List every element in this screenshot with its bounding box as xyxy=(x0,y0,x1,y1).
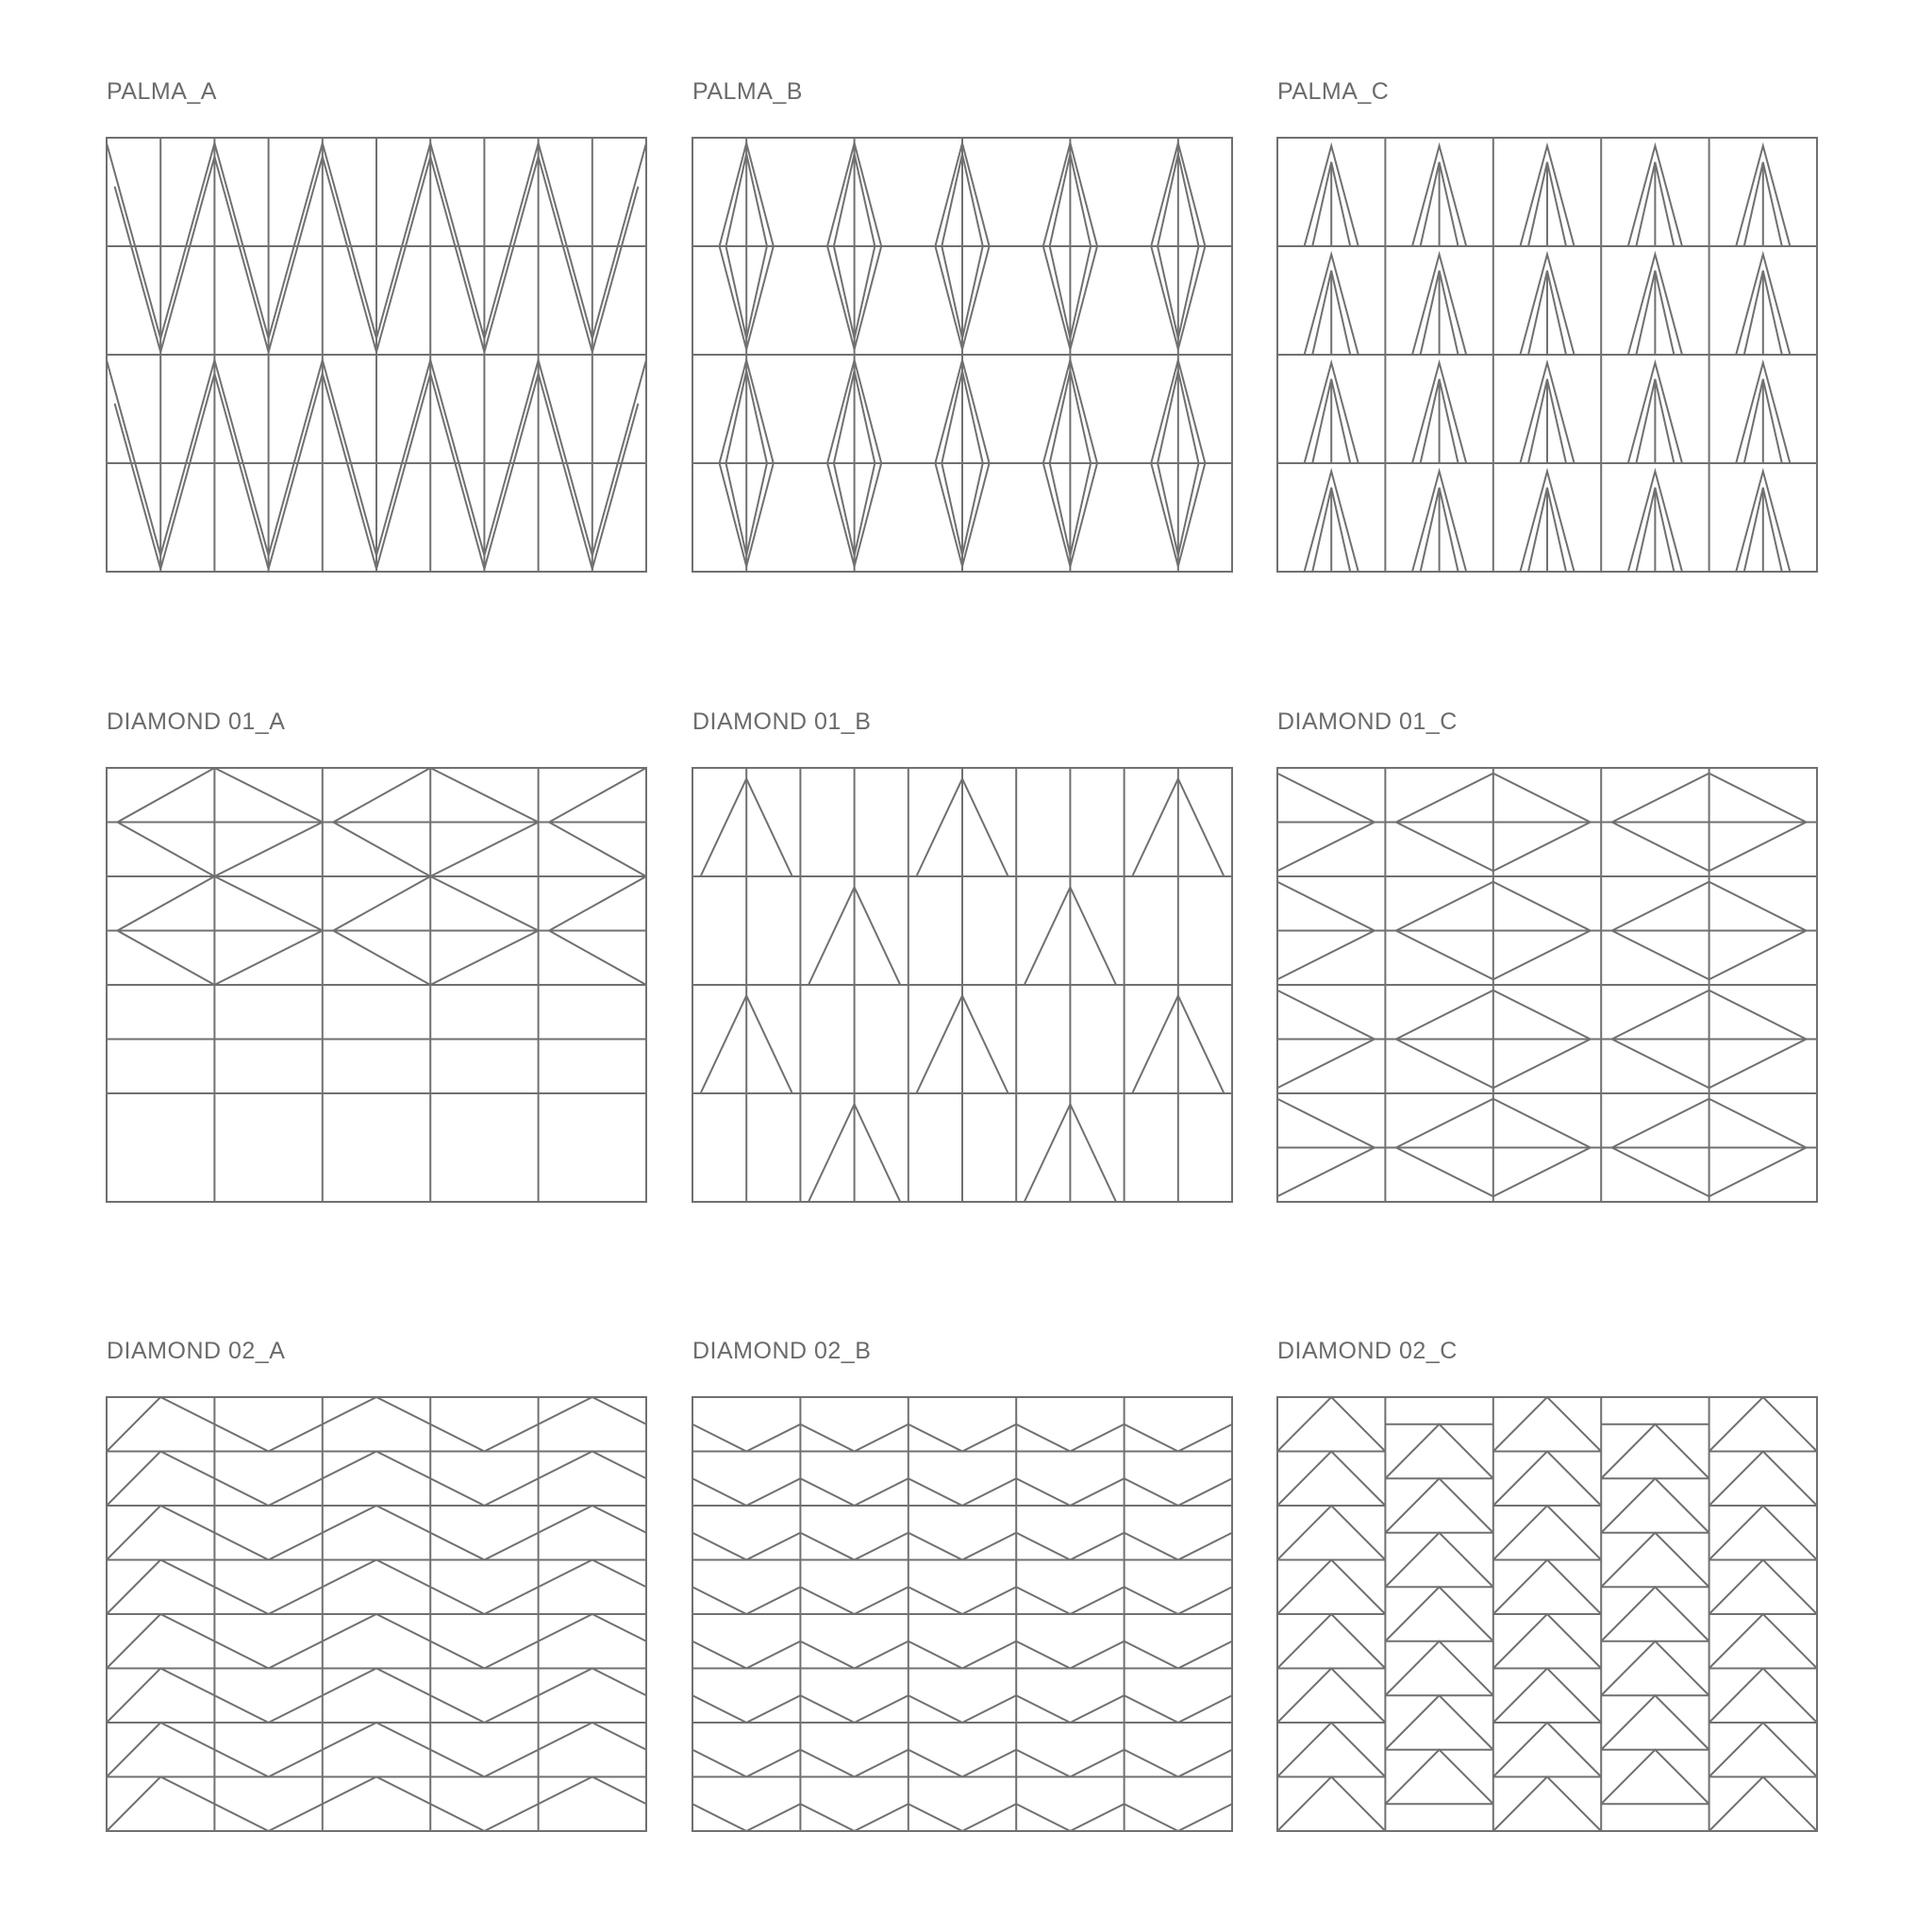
zigzag-row xyxy=(692,1750,1232,1777)
chevron xyxy=(1601,1695,1709,1750)
chevron xyxy=(1385,1587,1492,1641)
panel-palma-b xyxy=(692,75,1232,572)
pattern-drawing-diamond-01-b xyxy=(692,768,1232,1202)
chevron xyxy=(1709,1506,1817,1560)
chevron xyxy=(1493,1506,1601,1560)
chevron xyxy=(1601,1750,1709,1805)
pattern-drawing-palma-b xyxy=(692,138,1232,572)
chevron xyxy=(1493,1614,1601,1669)
chevron xyxy=(1709,1777,1817,1832)
panel-label: DIAMOND 01_C xyxy=(1277,708,1458,735)
chevron xyxy=(1385,1750,1492,1805)
pattern-drawing-palma-c xyxy=(1277,138,1817,572)
chevron xyxy=(1709,1723,1817,1777)
panel-label: PALMA_C xyxy=(1277,78,1390,105)
chevron-row xyxy=(107,1452,646,1507)
chevron xyxy=(1385,1641,1492,1696)
chevron xyxy=(1277,1669,1385,1724)
zigzag-row xyxy=(692,1695,1232,1723)
chevron-row xyxy=(107,1669,646,1724)
zigzag-row xyxy=(692,1641,1232,1669)
chevron xyxy=(1601,1424,1709,1479)
panel-label: DIAMOND 02_A xyxy=(107,1338,286,1364)
panel-palma-c xyxy=(1277,75,1817,572)
chevron xyxy=(1385,1533,1492,1588)
pattern-drawing-diamond-02-c xyxy=(1277,1397,1817,1831)
chevron xyxy=(1277,1723,1385,1777)
panel-diamond-01-c xyxy=(1277,706,1817,1202)
panel-label: PALMA_A xyxy=(107,78,217,105)
pattern-drawing-diamond-01-c xyxy=(1277,768,1817,1202)
chevron xyxy=(1709,1669,1817,1724)
chevron xyxy=(1385,1424,1492,1479)
chevron xyxy=(1277,1614,1385,1669)
zigzag-row xyxy=(692,1533,1232,1560)
chevron xyxy=(1277,1560,1385,1615)
chevron xyxy=(1277,1452,1385,1507)
panel-label: DIAMOND 01_B xyxy=(692,708,872,735)
panel-label: DIAMOND 02_B xyxy=(692,1338,872,1364)
pattern-drawing-palma-a xyxy=(107,138,646,572)
panel-palma-a xyxy=(107,75,646,572)
zigzag-row xyxy=(692,1804,1232,1831)
zigzag-row xyxy=(692,1478,1232,1506)
chevron-row xyxy=(107,1723,646,1777)
chevron-row xyxy=(107,1614,646,1669)
chevron xyxy=(1601,1478,1709,1533)
pattern-drawing-diamond-02-b xyxy=(692,1397,1232,1831)
zigzag-row xyxy=(692,1587,1232,1614)
chevron xyxy=(1385,1695,1492,1750)
chevron xyxy=(1709,1614,1817,1669)
chevron xyxy=(1493,1397,1601,1452)
chevron xyxy=(1493,1560,1601,1615)
chevron-row xyxy=(107,1506,646,1560)
panel-label: DIAMOND 02_C xyxy=(1277,1338,1458,1364)
panel-diamond-02-b xyxy=(692,1335,1232,1831)
chevron xyxy=(1277,1777,1385,1832)
panel-diamond-02-c xyxy=(1277,1335,1817,1831)
chevron-row xyxy=(107,1560,646,1615)
chevron xyxy=(1493,1777,1601,1832)
panel-label: PALMA_B xyxy=(692,78,803,105)
panel-diamond-01-a xyxy=(107,706,646,1202)
panel-diamond-01-b xyxy=(692,706,1232,1202)
chevron xyxy=(1493,1723,1601,1777)
chevron xyxy=(1601,1641,1709,1696)
chevron xyxy=(1709,1560,1817,1615)
panel-label: DIAMOND 01_A xyxy=(107,708,286,735)
chevron xyxy=(1277,1506,1385,1560)
chevron xyxy=(1493,1452,1601,1507)
chevron xyxy=(1385,1478,1492,1533)
panel-diamond-02-a xyxy=(107,1335,646,1831)
chevron xyxy=(1601,1587,1709,1641)
chevron xyxy=(1601,1533,1709,1588)
pattern-drawing-diamond-02-a xyxy=(107,1397,646,1831)
chevron xyxy=(1709,1397,1817,1452)
chevron-row xyxy=(107,1397,646,1452)
pattern-drawing-diamond-01-a xyxy=(107,768,646,1202)
chevron xyxy=(1277,1397,1385,1452)
chevron xyxy=(1493,1669,1601,1724)
chevron-row xyxy=(107,1777,646,1832)
chevron xyxy=(1709,1452,1817,1507)
zigzag-row xyxy=(692,1424,1232,1452)
